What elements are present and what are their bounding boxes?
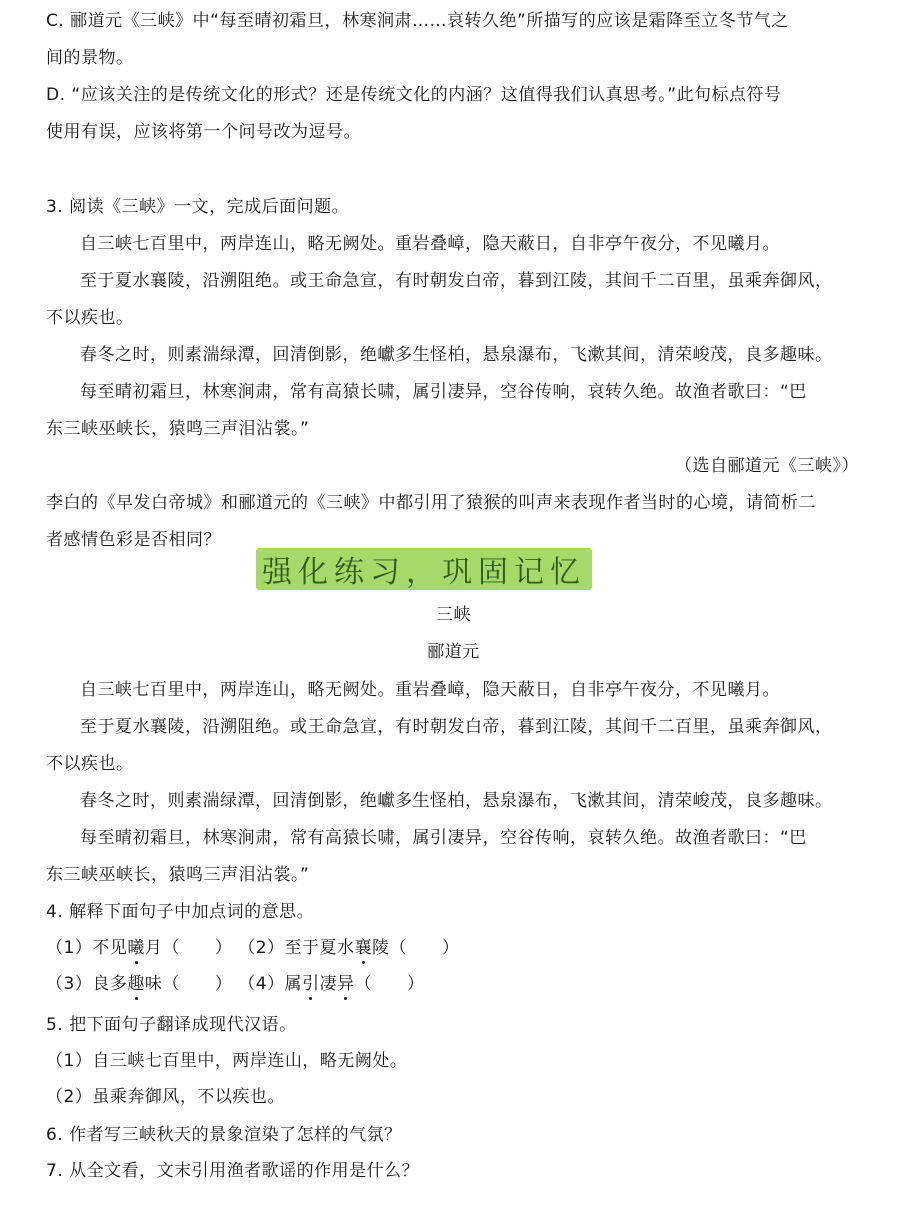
option-c-line1: C. 郦道元《三峡》中“每至晴初霜旦，林寒涧肃……哀转久绝”所描写的应该是霜降至立冬节气之 bbox=[46, 11, 789, 31]
q6-title: 6. 作者写三峡秋天的景象渲染了怎样的气氛？ bbox=[46, 1125, 402, 1145]
q4-item4-suffix: （ ） bbox=[354, 974, 425, 994]
text-paragraph-4a: 每至晴初霜旦，林寒涧肃，常有高猿长啸，属引凄异，空谷传响，哀转久绝。故渔者歌曰：“巴 bbox=[80, 828, 807, 848]
q4-title: 4. 解释下面句子中加点词的意思。 bbox=[46, 902, 315, 922]
q4-item4-dotted-char-2: 异 bbox=[337, 974, 355, 994]
q5-item-1: （1）自三峡七百里中，两岸连山，略无阙处。 bbox=[46, 1051, 408, 1071]
q4-item1-suffix: 月（ ） bbox=[144, 938, 233, 958]
q5-title: 5. 把下面句子翻译成现代汉语。 bbox=[46, 1015, 297, 1035]
text-paragraph-2a: 至于夏水襄陵，沿溯阻绝。或王命急宣，有时朝发白帝，暮到江陵，其间千二百里，虽乘奔御风， bbox=[80, 717, 833, 737]
q4-item2-prefix: （2）至于夏水 bbox=[238, 938, 355, 958]
text-paragraph-3: 春冬之时，则素湍绿潭，回清倒影，绝巘多生怪柏，悬泉瀑布，飞漱其间，清荣峻茂，良多趣味。 bbox=[80, 791, 833, 811]
q4-item4-middle: 凄 bbox=[319, 974, 338, 994]
q7-title: 7. 从全文看，文末引用渔者歌谣的作用是什么？ bbox=[46, 1161, 420, 1181]
q3-paragraph-1: 自三峡七百里中，两岸连山，略无阙处。重岩叠嶂，隐天蔽日，自非亭午夜分，不见曦月。 bbox=[80, 234, 780, 254]
option-d-line2: 使用有误，应该将第一个问号改为逗号。 bbox=[46, 122, 361, 142]
q4-item2-suffix: 陵（ ） bbox=[372, 938, 460, 958]
q4-items-row-1 bbox=[46, 933, 460, 958]
q4-item3-dotted-char: 趣 bbox=[127, 974, 145, 994]
option-d-line1: D. “应该关注的是传统文化的形式？还是传统文化的内涵？这值得我们认真思考。”此句标点符号 bbox=[46, 85, 782, 105]
q3-question-line2: 者感情色彩是否相同？ bbox=[46, 530, 221, 550]
q3-source: （选自郦道元《三峡》） bbox=[675, 456, 859, 476]
q3-question-line1: 李白的《早发白帝城》和郦道元的《三峡》中都引用了猿猴的叫声来表现作者当时的心境，请简析二 bbox=[46, 493, 816, 513]
q5-item-2: （2）虽乘奔御风，不以疾也。 bbox=[46, 1087, 285, 1107]
q4-item1-prefix: （1）不见 bbox=[46, 938, 128, 958]
q3-paragraph-4a: 每至晴初霜旦，林寒涧肃，常有高猿长啸，属引凄异，空谷传响，哀转久绝。故渔者歌曰：“巴 bbox=[80, 382, 807, 402]
text-paragraph-2b: 不以疾也。 bbox=[46, 754, 134, 774]
q4-item4-dotted-char: 引 bbox=[302, 974, 320, 994]
text-author: 郦道元 bbox=[427, 642, 480, 662]
q3-paragraph-3: 春冬之时，则素湍绿潭，回清倒影，绝巘多生怪柏，悬泉瀑布，飞漱其间，清荣峻茂，良多趣味。 bbox=[80, 345, 833, 365]
q4-item4-prefix: （4）属 bbox=[238, 974, 303, 994]
q3-paragraph-4b: 东三峡巫峡长，猿鸣三声泪沾裳。” bbox=[46, 419, 310, 439]
q3-paragraph-2a: 至于夏水襄陵，沿溯阻绝。或王命急宣，有时朝发白帝，暮到江陵，其间千二百里，虽乘奔御风， bbox=[80, 271, 833, 291]
q3-paragraph-2b: 不以疾也。 bbox=[46, 308, 134, 328]
q4-items-row-2 bbox=[46, 969, 425, 994]
option-c-line2: 间的景物。 bbox=[46, 48, 134, 68]
text-title: 三峡 bbox=[436, 605, 471, 625]
q4-item3-prefix: （3）良多 bbox=[46, 974, 128, 994]
q3-title: 3. 阅读《三峡》一文，完成后面问题。 bbox=[46, 197, 350, 217]
text-paragraph-4b: 东三峡巫峡长，猿鸣三声泪沾裳。” bbox=[46, 865, 310, 885]
q4-item1-dotted-char: 曦 bbox=[127, 938, 145, 958]
q4-item2-dotted-char: 襄 bbox=[354, 938, 373, 958]
practice-banner bbox=[256, 548, 592, 590]
practice-banner-text: 强化练习，巩固记忆 bbox=[262, 555, 586, 590]
text-paragraph-1: 自三峡七百里中，两岸连山，略无阙处。重岩叠嶂，隐天蔽日，自非亭午夜分，不见曦月。 bbox=[80, 680, 780, 700]
q4-item3-suffix: 味（ ） bbox=[144, 974, 233, 994]
